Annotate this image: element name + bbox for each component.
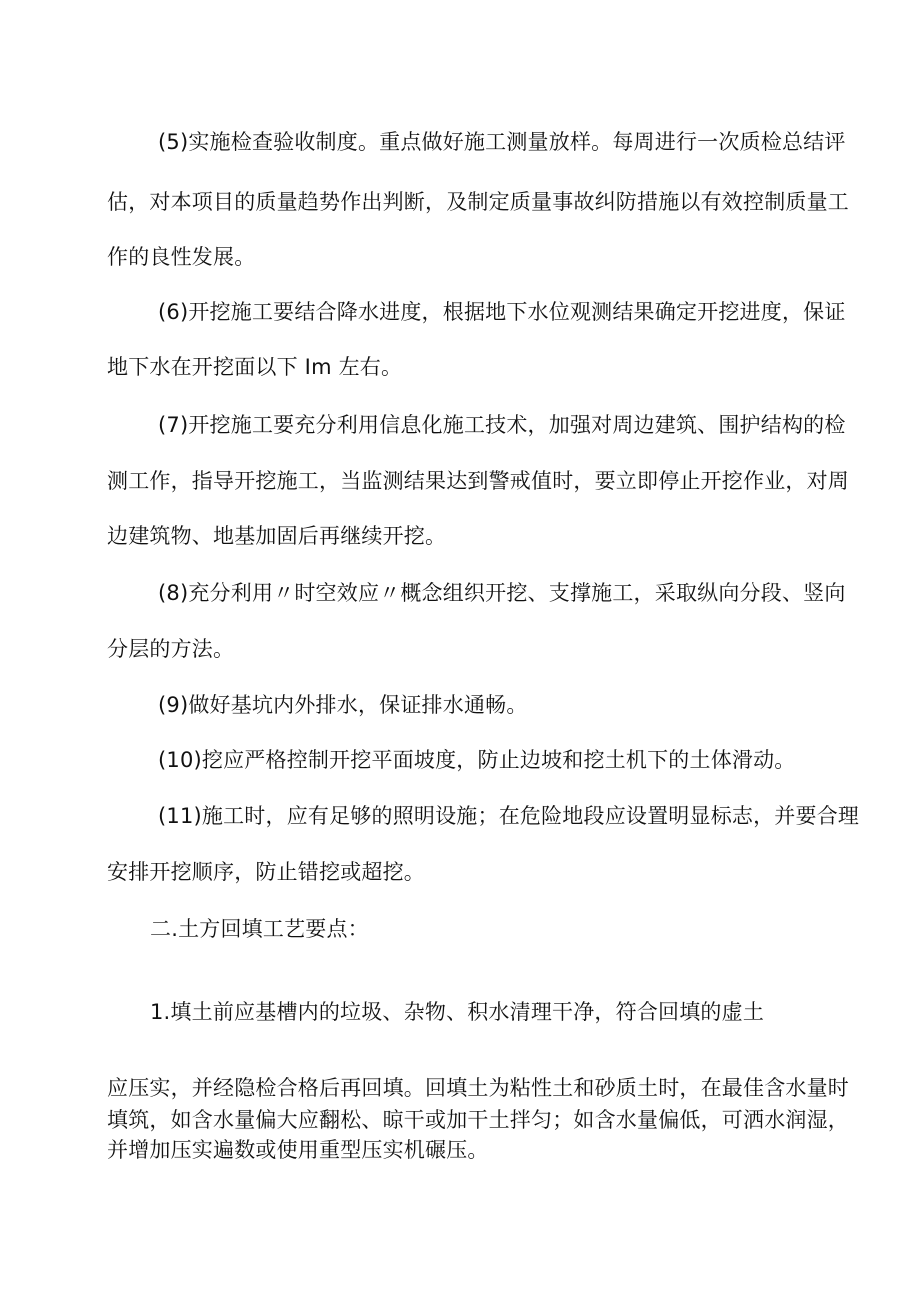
fill-item1-line-1: 1.填土前应基槽内的垃圾、杂物、积水清理干净，符合回填的虚土 xyxy=(150,1000,765,1024)
item9-line-1: (9)做好基坑内外排水，保证排水通畅。 xyxy=(158,693,528,717)
fill-item1-line-3: 填筑，如含水量偏大应翻松、晾干或加干土拌匀；如含水量偏低，可洒水润湿， xyxy=(107,1108,849,1132)
item8-line-1: (8)充分利用〃时空效应〃概念组织开挖、支撑施工，采取纵向分段、竖向 xyxy=(158,581,846,605)
item8-line-2: 分层的方法。 xyxy=(107,637,235,661)
item7-line-1: (7)开挖施工要充分利用信息化施工技术，加强对周边建筑、围护结构的检 xyxy=(158,413,846,437)
item7-line-2: 测工作，指导开挖施工，当监测结果达到警戒值时，要立即停止开挖作业，对周 xyxy=(107,469,849,493)
fill-item1-line-2: 应压实，并经隐检合格后再回填。回填土为粘性土和砂质土时，在最佳含水量时 xyxy=(107,1076,849,1100)
section2-heading: 二.土方回填工艺要点： xyxy=(150,917,369,941)
item10-line-1: (10)挖应严格控制开挖平面坡度，防止边坡和挖土机下的土体滑动。 xyxy=(158,748,796,772)
item11-line-1: (11)施工时，应有足够的照明设施；在危险地段应设置明显标志，并要合理 xyxy=(158,804,860,828)
item6-line-2: 地下水在开挖面以下 Im 左右。 xyxy=(107,355,403,379)
item7-line-3: 边建筑物、地基加固后再继续开挖。 xyxy=(107,524,447,548)
item5-line-1: (5)实施检查验收制度。重点做好施工测量放样。每周进行一次质检总结评 xyxy=(158,130,846,154)
item5-line-3: 作的良性发展。 xyxy=(107,245,256,269)
item5-line-2: 估，对本项目的质量趋势作出判断，及制定质量事故纠防措施以有效控制质量工 xyxy=(107,190,849,214)
item6-line-1: (6)开挖施工要结合降水进度，根据地下水位观测结果确定开挖进度，保证 xyxy=(158,300,846,324)
fill-item1-line-4: 并增加压实遍数或使用重型压实机碾压。 xyxy=(107,1138,489,1162)
item11-line-2: 安排开挖顺序，防止错挖或超挖。 xyxy=(107,860,425,884)
